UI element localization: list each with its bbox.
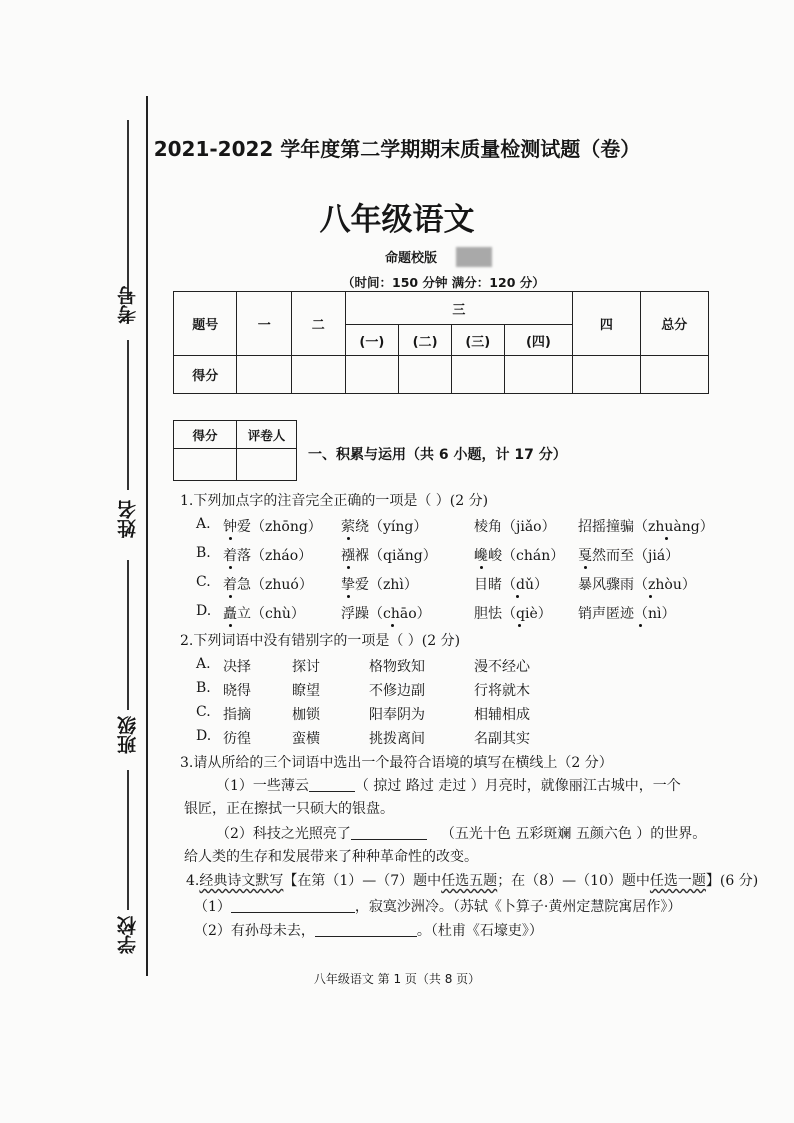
q1-option-d-word-2: 浮躁（chāo） xyxy=(341,606,431,622)
name-underline xyxy=(127,340,129,490)
q2-option-b-word-2: 瞭望 xyxy=(292,683,320,699)
score-table-col-total: 总分 xyxy=(640,292,708,356)
q1-option-d-word-1: 矗立（chù） xyxy=(223,606,305,622)
score-cell[interactable] xyxy=(640,356,708,394)
q1-option-b-word-1: 着落（zháo） xyxy=(223,548,313,564)
score-table-sub-2: (二) xyxy=(399,325,452,356)
q2-option-d-word-4: 名副其实 xyxy=(474,731,530,747)
score-cell[interactable] xyxy=(291,356,345,394)
grader-score-label: 得分 xyxy=(174,421,237,449)
q3-sentence-2-cont: 给人类的生存和发展带来了种种革命性的改变。 xyxy=(184,849,478,865)
score-cell[interactable] xyxy=(237,356,292,394)
q1-option-a-word-1: 钟爱（zhōng） xyxy=(223,519,322,535)
grader-label: 评卷人 xyxy=(237,421,297,449)
q3-sentence-1: （1）一些薄云 （ 掠过 路过 走过 ）月亮时，就像丽江古城中，一个 xyxy=(216,778,681,794)
redacted-school-name xyxy=(456,247,492,267)
grader-name-cell[interactable] xyxy=(237,449,297,481)
q3-blank-1[interactable] xyxy=(309,777,355,792)
name-field-label: 姓名 xyxy=(117,500,139,538)
q2-option-a-word-4: 漫不经心 xyxy=(474,659,530,675)
q1-option-d-word-3: 胆怯（qiè） xyxy=(474,606,552,622)
q2-option-c-word-4: 相辅相成 xyxy=(474,707,530,723)
q1-option-c-word-2: 挚爱（zhì） xyxy=(341,577,418,593)
q3-stem: 3.请从所给的三个词语中选出一个最符合语境的填写在横线上（2 分） xyxy=(180,755,613,771)
score-cell[interactable] xyxy=(399,356,452,394)
page-footer: 八年级语文 第 1 页（共 8 页） xyxy=(313,972,481,986)
q4-blank-1[interactable] xyxy=(231,898,355,913)
score-cell[interactable] xyxy=(573,356,640,394)
q4-blank-2[interactable] xyxy=(315,922,417,937)
q2-option-d-letter: D. xyxy=(196,728,212,744)
q1-option-d-letter: D. xyxy=(196,603,212,619)
q1-option-b-word-3: 巉峻（chán） xyxy=(474,548,565,564)
q2-option-a-word-2: 探讨 xyxy=(292,659,320,675)
q4-stem: 4.经典诗文默写【在第（1）—（7）题中任选五题；在（8）—（10）题中任选一题】(6 分) xyxy=(186,873,759,889)
q1-option-a-word-2: 萦绕（yíng） xyxy=(341,519,428,535)
q1-option-c-letter: C. xyxy=(196,574,211,590)
q1-option-a-letter: A. xyxy=(196,516,211,532)
q2-option-b-letter: B. xyxy=(196,680,211,696)
q2-option-b-word-1: 晓得 xyxy=(223,683,251,699)
score-cell[interactable] xyxy=(345,356,399,394)
score-table-col-1: 一 xyxy=(237,292,292,356)
q2-option-d-word-2: 蛮横 xyxy=(292,731,320,747)
score-table-score-label: 得分 xyxy=(174,356,237,394)
score-table xyxy=(173,291,709,394)
score-table-number-label: 题号 xyxy=(174,292,237,356)
q2-option-c-word-3: 阳奉阴为 xyxy=(369,707,425,723)
score-table-col-4: 四 xyxy=(573,292,640,356)
section-1-title: 一、积累与运用（共 6 小题，计 17 分） xyxy=(308,447,567,463)
q4-poem-1: （1） ，寂寞沙洲冷。（苏轼《卜算子·黄州定慧院寓居作》） xyxy=(194,899,682,915)
q1-stem: 1.下列加点字的注音完全正确的一项是（ ）(2 分) xyxy=(180,493,489,509)
grader-table xyxy=(173,420,297,481)
q2-option-c-letter: C. xyxy=(196,704,211,720)
score-table-sub-1: (一) xyxy=(345,325,399,356)
q2-option-d-word-1: 彷徨 xyxy=(223,731,251,747)
q2-option-c-word-1: 指摘 xyxy=(223,707,251,723)
school-label: 命题校版 xyxy=(385,251,438,266)
q1-option-a-word-3: 棱角（jiǎo） xyxy=(474,519,556,535)
q4-poem-2: （2）有孙母未去， 。（杜甫《石壕吏》） xyxy=(194,923,543,939)
q2-stem: 2.下列词语中没有错别字的一项是（ ）(2 分) xyxy=(180,633,461,649)
score-cell[interactable] xyxy=(451,356,504,394)
exam-title: 2021-2022 学年度第二学期期末质量检测试题（卷） xyxy=(153,137,641,161)
q1-option-d-word-4: 销声匿迹（nì） xyxy=(578,606,676,622)
q1-option-a-word-4: 招摇撞骗（zhuàng） xyxy=(578,519,714,535)
q1-option-c-word-1: 着急（zhuó） xyxy=(223,577,313,593)
q3-sentence-1-cont: 银匠，正在擦拭一只硕大的银盘。 xyxy=(184,801,394,817)
time-info: （时间：150 分钟 满分：120 分） xyxy=(342,275,545,290)
score-cell[interactable] xyxy=(504,356,573,394)
q2-option-d-word-3: 挑拨离间 xyxy=(369,731,425,747)
score-table-sub-3: (三) xyxy=(451,325,504,356)
q1-option-b-word-2: 襁褓（qiǎng） xyxy=(341,548,437,564)
number-field-label: 考号 xyxy=(117,286,139,324)
score-table-col-2: 二 xyxy=(291,292,345,356)
q3-blank-2[interactable] xyxy=(351,825,427,840)
q1-option-c-word-3: 目睹（dǔ） xyxy=(474,577,548,593)
class-field-label: 班级 xyxy=(117,716,139,754)
q2-option-b-word-4: 行将就木 xyxy=(474,683,530,699)
class-underline xyxy=(127,560,129,710)
q2-option-a-letter: A. xyxy=(196,656,211,672)
score-table-col-3: 三 xyxy=(345,292,573,325)
q2-option-b-word-3: 不修边副 xyxy=(369,683,425,699)
score-table-sub-4: (四) xyxy=(504,325,573,356)
q2-option-c-word-2: 枷锁 xyxy=(292,707,320,723)
q2-option-a-word-3: 格物致知 xyxy=(369,659,425,675)
subject-title: 八年级语文 xyxy=(319,202,475,238)
q1-option-b-word-4: 戛然而至（jiá） xyxy=(578,548,680,564)
q1-option-c-word-4: 暴风骤雨（zhòu） xyxy=(578,577,696,593)
grader-score-cell[interactable] xyxy=(174,449,237,481)
q2-option-a-word-1: 决择 xyxy=(223,659,251,675)
q1-option-b-letter: B. xyxy=(196,545,211,561)
q3-sentence-2: （2）科技之光照亮了 （五光十色 五彩斑斓 五颜六色 ）的世界。 xyxy=(216,826,707,842)
school-field-label: 学校 xyxy=(117,916,139,954)
school-underline xyxy=(127,770,129,910)
